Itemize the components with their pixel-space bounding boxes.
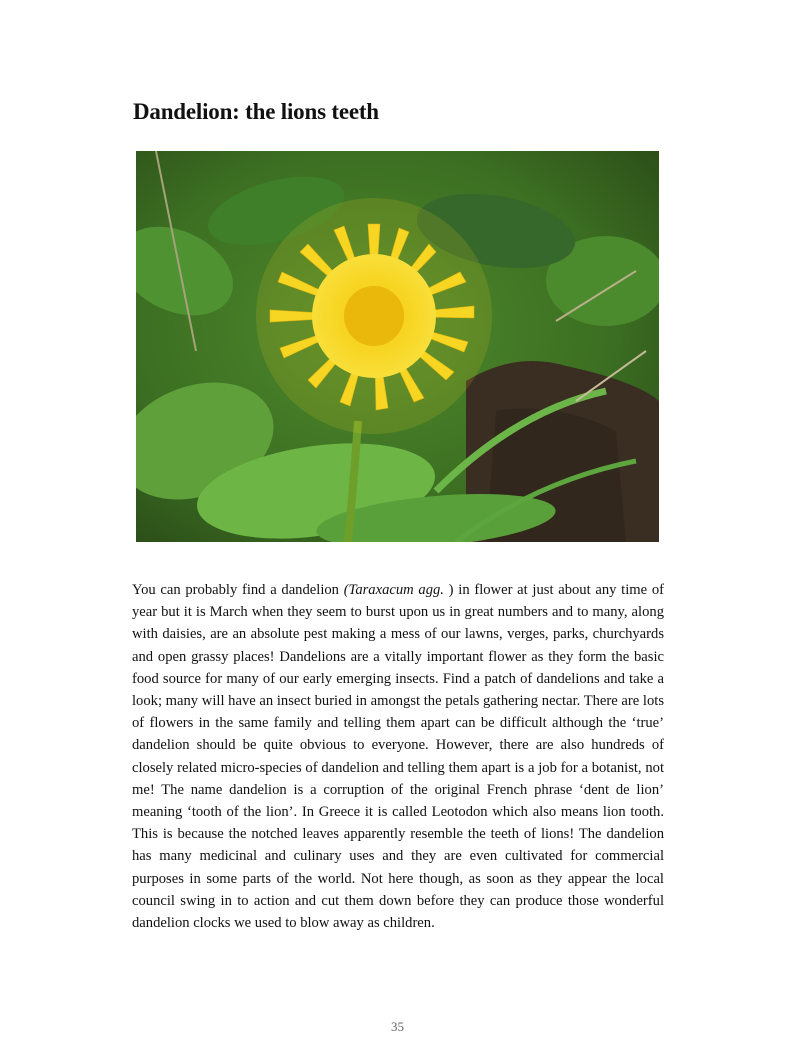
intro-text: You can probably find a dandelion	[132, 582, 344, 598]
article-body	[132, 579, 664, 934]
page-title: Dandelion: the lions teeth	[133, 99, 379, 124]
latin-name: (Taraxacum agg.	[343, 582, 444, 598]
dandelion-photo	[136, 151, 659, 542]
article-text: ) in flower at just about any time of year but it is March when they seem to burst upon us in great numbers and to many, along with daisies, are an absolute pest making a mess of our lawns, verges, parks, churchyards and open grassy places! Dandelions are a vitally important flower as they form the basic food source for many of our early emerging insects. Find a patch of dandelions and take a look; many will have an insect buried in amongst the petals gathering nectar. There are lots of flowers in the same family and telling them apart can be difficult although the ‘true’ dandelion should be quite obvious to everyone. However, there are also hundreds of closely related micro-species of dandelion and telling them apart is a job for a botanist, not me! The name dandelion is a corruption of the original French phrase ‘dent de lion’ meaning ‘tooth of the lion’. In Greece it is called Leotodon which also means lion tooth. This is because the notched leaves apparently resemble the teeth of lions! The dandelion has many medicinal and culinary uses and they are even cultivated for commercial purposes in some parts of the world. Not here though, as soon as they appear the local council swing in to action and cut them down before they can produce those wonderful dandelion clocks we used to blow away as children.	[132, 582, 664, 932]
page-number: 35	[391, 1019, 404, 1034]
